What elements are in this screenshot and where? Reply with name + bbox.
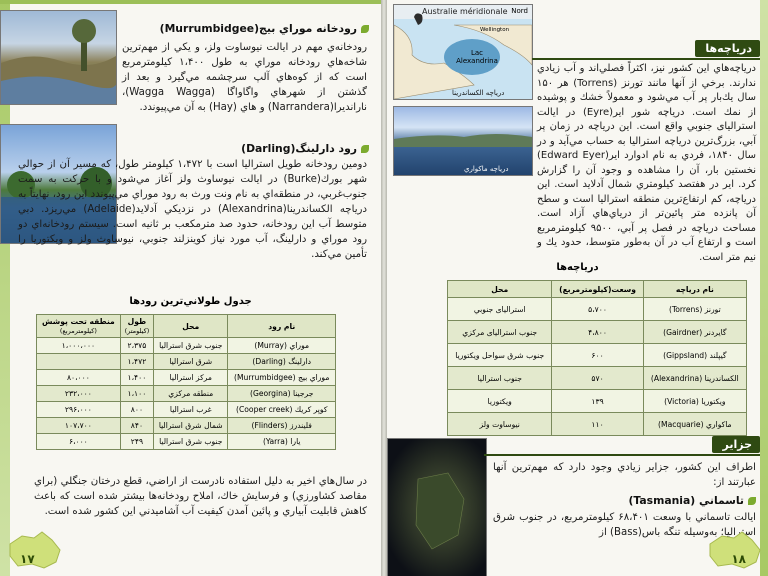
lake-location: جنوب شرق سواحل ويكتوريا [448, 344, 552, 367]
table-row [37, 402, 336, 418]
col-river-name: نام رود [228, 315, 336, 338]
lakes-table-header [448, 281, 747, 298]
col-length [120, 315, 153, 338]
river-length: ۱،۱۰۰ [120, 386, 153, 402]
river-length: ۸۰۰ [120, 402, 153, 418]
river-photo-top [0, 10, 117, 105]
lake-name: الكساندرينا (Alexandrina) [643, 367, 746, 390]
lake-name: ماكواري (Macquarie) [643, 413, 746, 436]
river-area: ۲۳۲،۰۰۰ [37, 386, 121, 402]
table-row [448, 321, 747, 344]
islands-intro: اطراف اين كشور، جزاير زيادي وجود دارد كه مهم‌ترين آنها عبارتند از: [493, 462, 756, 488]
river-area [37, 354, 121, 370]
table-row [448, 367, 747, 390]
lake-location: نيوساوت ولز [448, 413, 552, 436]
river-area: ۶،۰۰۰ [37, 434, 121, 450]
lake-location: جنوب استراليا [448, 367, 552, 390]
map-north: Nord [511, 7, 528, 15]
col-length-label: طول [127, 317, 147, 326]
tasmania-heading: تاسماني (Tasmania) [493, 494, 756, 507]
rivers-table [36, 314, 336, 450]
lake-location: ويكتوريا [448, 390, 552, 413]
col-lake-name: نام درياچه [643, 281, 746, 298]
table-row [448, 413, 747, 436]
soil-erosion-paragraph: در سال‌هاي اخير به دليل استفاده نادرست از اراضي، قطع درختان جنگلي (براي مقاصد كشاورزي) و فرسايش خاك، املاح رودخانه‌ها بيشتر شده است كه باعث كاهش قابليت آبياري و پائين آمدن كيفيت آب آشاميدني اين كشور شده است. [34, 476, 367, 517]
col-lake-location: محل [448, 281, 552, 298]
table-row [37, 354, 336, 370]
lake-location: جنوب استراليای مركزي [448, 321, 552, 344]
lake-name: ويكتوريا (Victoria) [643, 390, 746, 413]
lakes-table [447, 280, 747, 436]
coast-photo-icon [394, 107, 532, 175]
leaf-bullet-icon [748, 497, 756, 505]
col-area-unit: (كيلومترمربع) [59, 327, 97, 335]
tasmania-satellite-photo [387, 438, 487, 576]
darling-heading: رود دارلينگ(Darling) [122, 142, 369, 155]
river-length: ۱،۴۷۲ [120, 354, 153, 370]
lakes-paragraph: درياچه‌هاي اين كشور نيز، اكثراً فصلي‌اند و آب زيادي ندارند. برخي از آنها مانند تورنز (Torrens) هر ۱۵۰ سال يك‌بار پر آب مي‌شود و معمولاً خشك و پوشيده از نمك است. درياچه شور اير(Eyre) در ايالت استراليای جنوبي واقع است. اين درياچه در زمان پر آبي، بزرگ‌ترين درياچه استراليا به حساب مي‌آيد و در سال ۱۸۴۰، فردي به نام ادوارد اير(Edward Eyer) نخستين بار، آن را مشاهده و وجود آن را گزارش كرد. اير در هفتصد كيلومتري شمال آدلايد است. اين درياچه، كم ارتفاع‌ترين منطقه استراليا است و سطح آن پانزده متر پائين‌تر از درياي‌هاي آزاد است. مساحت درياچه در فصل پر آبي، ۹۵۰۰ كيلومترمربع است و ارتفاع آب در آن به‌طور متوسط، حدود يك و نيم متر است. [537, 63, 757, 263]
river-length: ۲۴۹ [120, 434, 153, 450]
lake-area: ۵،۷۰۰ [552, 298, 643, 321]
lake-name: تورنز (Torrens) [643, 298, 746, 321]
table-row [448, 298, 747, 321]
map-title: Australie méridionale [422, 7, 508, 16]
river-area: ۸۰،۰۰۰ [37, 370, 121, 386]
river-location: غرب استراليا [154, 402, 228, 418]
river-area: ۲۹۶،۰۰۰ [37, 402, 121, 418]
lakes-table-caption: درياچه‌ها [556, 262, 599, 273]
lake-area: ۶۰۰ [552, 344, 643, 367]
map-caption: درياچه الكساندرينا [452, 89, 505, 97]
tasmania-paragraph: ايالت تاسماني با وسعت ۶۸،۴۰۱ كيلومترمربع، در جنوب شرق استراليا؛ به‌وسيله تنگه باس(Bass) از [493, 512, 756, 538]
river-name: كوپر كريك (Cooper creek) [228, 402, 336, 418]
river-location: مركز استراليا [154, 370, 228, 386]
river-landscape-icon [1, 11, 116, 104]
table-row [37, 434, 336, 450]
river-name: يارا (Yarra) [228, 434, 336, 450]
islands-title-rule [484, 454, 760, 456]
river-location: شرق استراليا [154, 354, 228, 370]
col-area [37, 315, 121, 338]
river-length: ۱،۴۰۰ [120, 370, 153, 386]
river-location: جنوب شرق استراليا [154, 338, 228, 354]
leaf-bullet-icon [361, 145, 369, 153]
right-page [387, 0, 768, 576]
lake-name: گايردنر (Gairdner) [643, 321, 746, 344]
rivers-table-header [37, 315, 336, 338]
page-number-right: ۱۸ [731, 552, 746, 566]
river-length: ۸۴۰ [120, 418, 153, 434]
table-row [448, 344, 747, 367]
murrumbidgee-paragraph: رودخانه‌ي مهم در ايالت نيوساوت ولز، و يكي از مهم‌ترين شاخه‌هاي رودخانه موراي به طول ۱،۴۰۰ كيلومترمربع است كه از كوه‌هاي آلپ سرچشمه مي‌گيرد و بعد از گذشتن از شهرهاي واگاواگا (Wagga Wagga)، نارانديرا(Narrandera) و هاي (Hay) به آن مي‌پيوندد. [122, 42, 368, 113]
river-name: فليندرز (Flinders) [228, 418, 336, 434]
lake-area: ۱۳۹ [552, 390, 643, 413]
page-number-left: ۱۷ [20, 552, 35, 566]
lake-area: ۵۷۰ [552, 367, 643, 390]
river-name: موراي (Murray) [228, 338, 336, 354]
left-page [0, 0, 381, 576]
river-area: ۱،۰۰۰،۰۰۰ [37, 338, 121, 354]
river-area: ۱۰۷،۷۰۰ [37, 418, 121, 434]
map-place-wellington: Wellington [480, 27, 510, 33]
rivers-table-caption: جدول طولاني‌ترين رودها [129, 296, 252, 307]
islands-section-title: جزاير [712, 436, 760, 453]
photo-caption: درياچه ماكواري [464, 165, 509, 173]
river-location: منطقه مركزي [154, 386, 228, 402]
lake-alexandrina-map [393, 4, 533, 100]
darling-paragraph: دومين رودخانه طويل استراليا است با ۱،۴۷۲ كيلومتر طول، كه مسير آن از حوالي شهر بورك(Burke) در ايالت نيوساوث ولز آغاز مي‌شود و با حركت به سمت جنوب‌غربي، در منطقه‌اي به نام ونت ورث به رود موراي مي‌پيوندد اين رود، نهايتاً به درياچه الكساندرينا(Alexandrina) در نزديكي آدلايد(Adelaide) مي‌ريزد. دبي متوسط آب اين رودخانه، حدود صد مترمكعب بر ثانيه است. سيستم رودخانه‌اي دو رود موراي و دارلينگ، آب مورد نياز كوينزلند جنوبي، نيوساوث ولز و ويكتوريا را تأمين مي‌كند. [18, 159, 368, 260]
river-name: جرجينا (Georgina) [228, 386, 336, 402]
macquarie-lake-photo [393, 106, 533, 176]
table-row [37, 386, 336, 402]
col-area-label: منطقه تحت پوشش [42, 317, 115, 326]
table-row [448, 390, 747, 413]
river-location: جنوب شرق استراليا [154, 434, 228, 450]
lake-location: استراليای جنوبي [448, 298, 552, 321]
col-length-unit: (كيلومتر) [124, 327, 150, 335]
river-name: دارلينگ (Darling) [228, 354, 336, 370]
col-location: محل [154, 315, 228, 338]
river-location: شمال شرق استراليا [154, 418, 228, 434]
lake-area: ۱۱۰ [552, 413, 643, 436]
table-row [37, 418, 336, 434]
murrumbidgee-heading: رودخانه موراي بيج(Murrumbidgee) [122, 22, 369, 35]
lakes-title-rule [532, 58, 760, 60]
corner-bar [0, 0, 381, 4]
river-name: موراي بيج (Murrumbidgee) [228, 370, 336, 386]
table-row [37, 338, 336, 354]
river-length: ۲،۳۷۵ [120, 338, 153, 354]
table-row [37, 370, 336, 386]
col-lake-area: وسعت(كيلومترمربع) [552, 281, 643, 298]
green-side-band-right [760, 0, 768, 576]
lake-area: ۴،۸۰۰ [552, 321, 643, 344]
map-lake-label: Lac Alexandrina [456, 49, 498, 65]
lakes-section-title: درياچه‌ها [695, 40, 760, 57]
lake-name: گيپلند (Gippsland) [643, 344, 746, 367]
island-icon [388, 439, 486, 576]
leaf-bullet-icon [361, 25, 369, 33]
